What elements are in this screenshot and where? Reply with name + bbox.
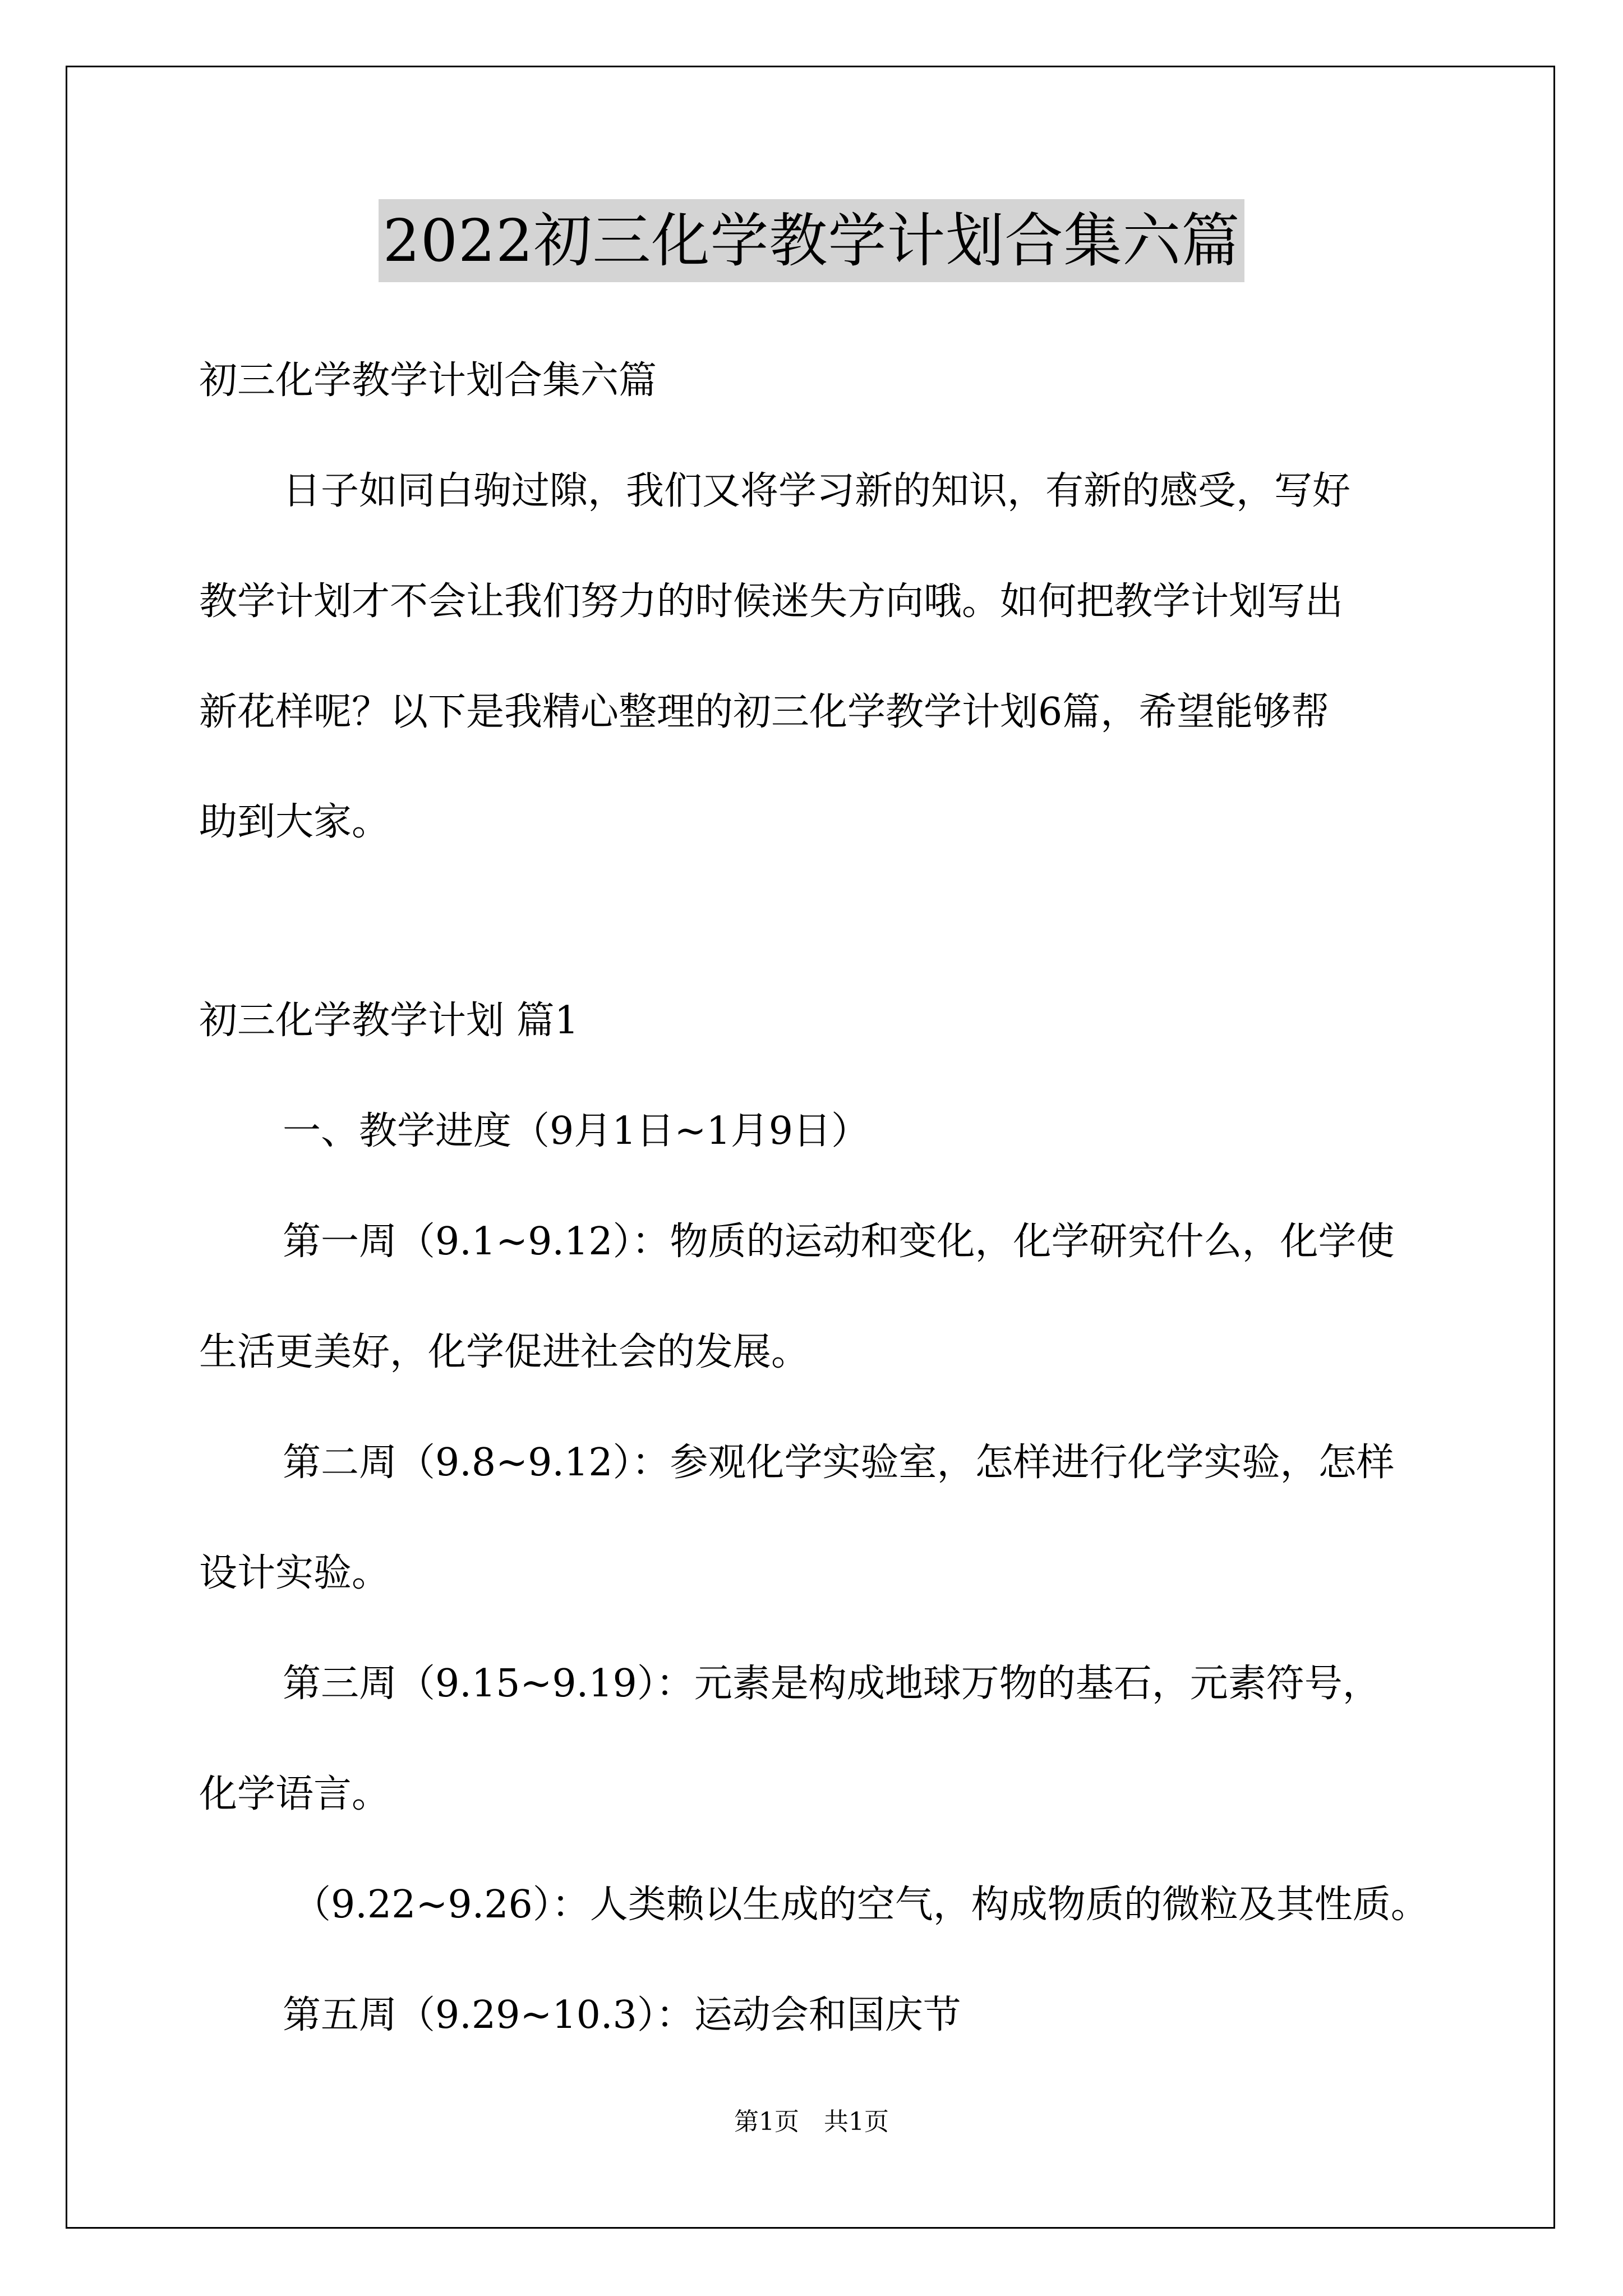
week-2-line-1: 第二周（9.8~9.12）：参观化学实验室，怎样进行化学实验，怎样 — [283, 1441, 1395, 1485]
page-footer: 第1页 共1页 — [734, 2108, 889, 2136]
week-1-line-2: 生活更美好，化学促进社会的发展。 — [199, 1330, 810, 1374]
subtitle-line: 初三化学教学计划合集六篇 — [199, 358, 657, 403]
week-5-line: 第五周（9.29~10.3）：运动会和国庆节 — [283, 1993, 961, 2037]
intro-line-1: 日子如同白驹过隙，我们又将学习新的知识，有新的感受，写好 — [283, 469, 1351, 513]
week-4-line: （9.22~9.26）：人类赖以生成的空气，构成物质的微粒及其性质。 — [293, 1883, 1429, 1927]
intro-line-3: 新花样呢？以下是我精心整理的初三化学教学计划6篇，希望能够帮 — [199, 690, 1330, 734]
week-1-line-1: 第一周（9.1~9.12）：物质的运动和变化，化学研究什么，化学使 — [283, 1220, 1395, 1264]
week-3-line-1: 第三周（9.15~9.19）：元素是构成地球万物的基石，元素符号， — [283, 1662, 1381, 1706]
week-2-line-2: 设计实验。 — [199, 1551, 390, 1595]
intro-line-2: 教学计划才不会让我们努力的时候迷失方向哦。如何把教学计划写出 — [199, 579, 1344, 624]
title-container — [0, 199, 1623, 282]
intro-line-4: 助到大家。 — [199, 800, 390, 844]
schedule-heading: 一、教学进度（9月1日~1月9日） — [283, 1109, 870, 1153]
week-3-line-2: 化学语言。 — [199, 1772, 390, 1816]
section-heading: 初三化学教学计划 篇1 — [199, 999, 579, 1043]
document-title: 2022初三化学教学计划合集六篇 — [379, 199, 1245, 282]
